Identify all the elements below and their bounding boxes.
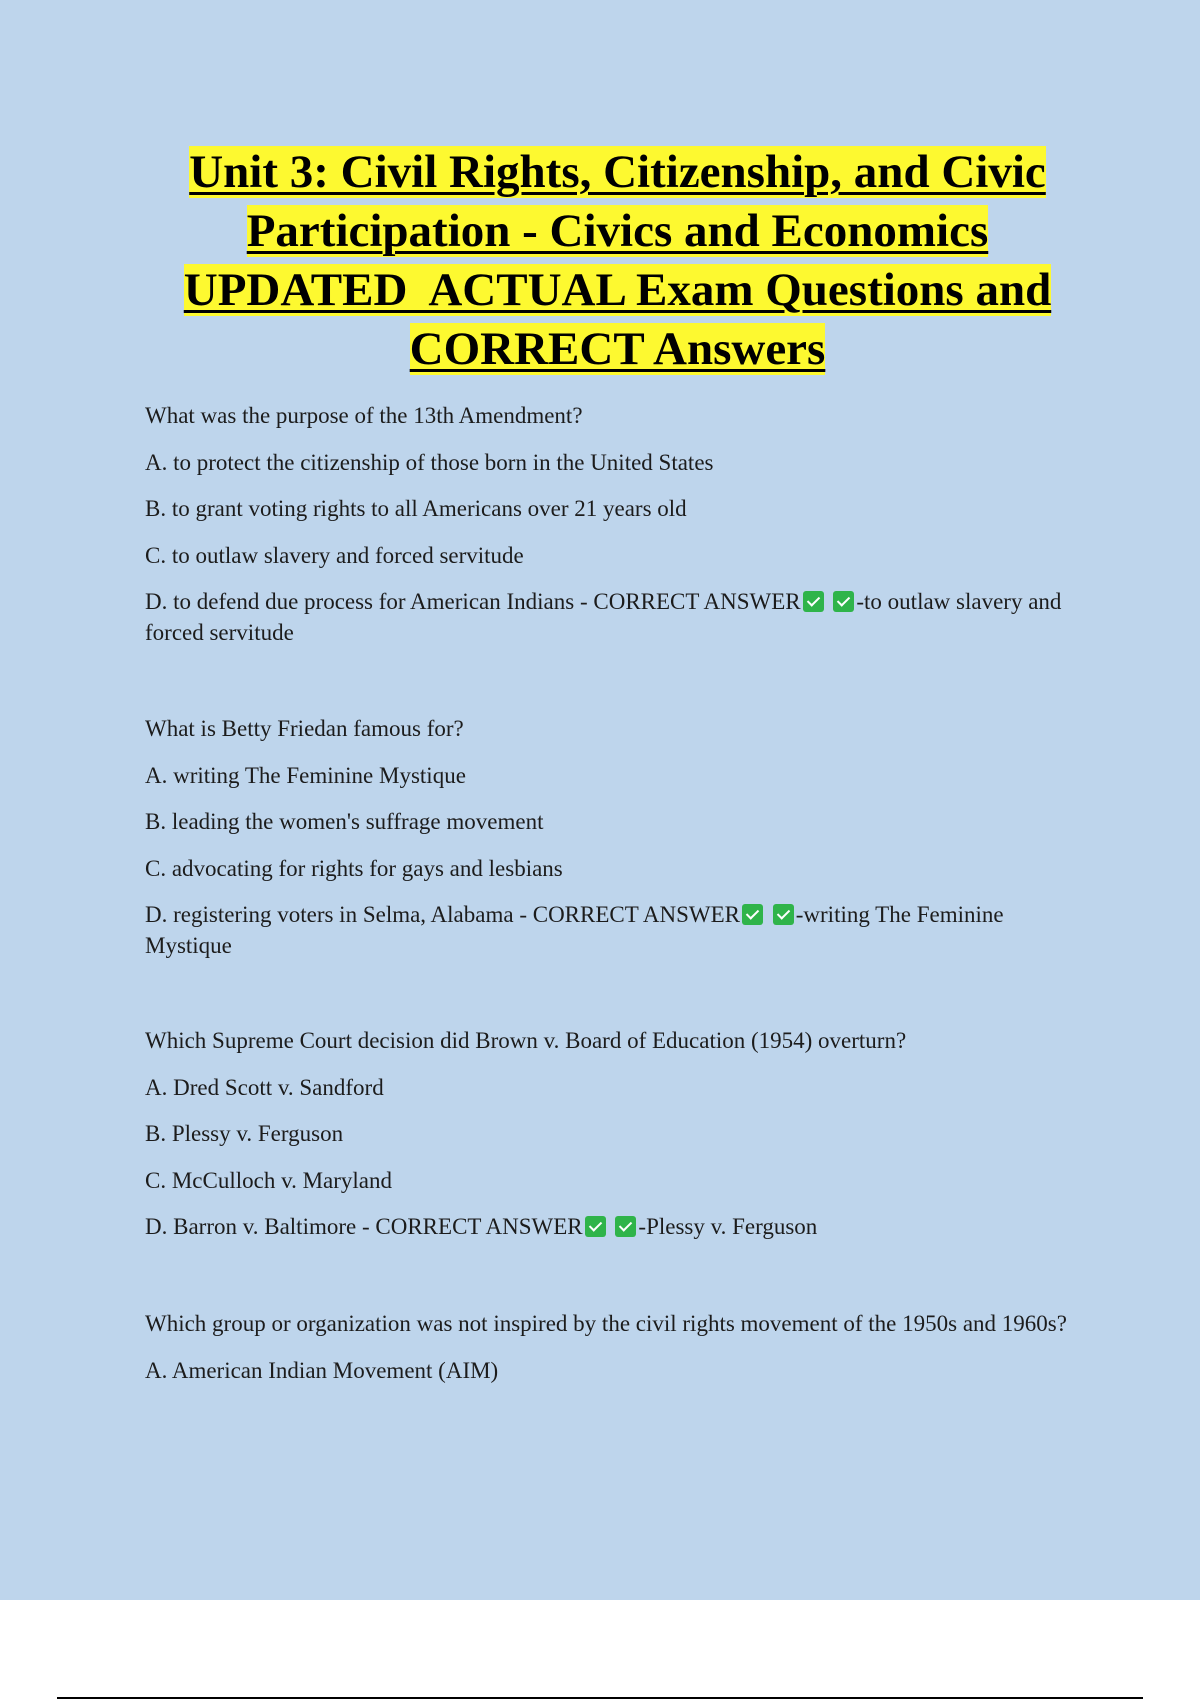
check-mark-icon	[615, 1216, 636, 1237]
answer-option: A. writing The Feminine Mystique	[145, 762, 466, 788]
correct-answer-marker: CORRECT ANSWER	[593, 589, 801, 614]
answer-option: B. Plessy v. Ferguson	[145, 1121, 344, 1146]
check-mark-icon	[803, 591, 824, 612]
answer-option: A. Dred Scott v. Sandford	[145, 1074, 384, 1100]
correct-answer-marker: CORRECT ANSWER	[375, 1214, 583, 1239]
question-block	[145, 1308, 1085, 1401]
title-line: Unit 3: Civil Rights, Citizenship, and Civic	[189, 146, 1046, 198]
title-line: Participation - Civics and Economics	[246, 205, 989, 257]
answer-option-text: D. registering voters in Selma, Alabama	[145, 902, 514, 927]
answer-option: A. to protect the citizenship of those born in the United States	[145, 449, 714, 475]
question-text: What is Betty Friedan famous for?	[145, 716, 464, 741]
question-text: Which Supreme Court decision did Brown v. Board of Education (1954) overturn?	[145, 1028, 907, 1053]
correct-answer-marker: CORRECT ANSWER	[532, 902, 740, 927]
check-mark-icon	[773, 904, 794, 925]
answer-option-with-correct-answer: D. registering voters in Selma, Alabama - CORRECT ANSWER -writing The Feminine Mystique	[145, 902, 1004, 958]
question-block	[145, 1025, 1085, 1258]
question-block	[145, 713, 1085, 977]
title-line: CORRECT Answers	[409, 323, 826, 375]
answer-option-text: D. to defend due process for American Indians	[145, 589, 575, 614]
correct-answer-text: writing The Feminine Mystique	[145, 902, 1004, 958]
title-line: UPDATED ACTUAL Exam Questions and	[183, 264, 1052, 316]
correct-answer-text: Plessy v. Ferguson	[646, 1214, 818, 1239]
check-mark-icon	[585, 1216, 606, 1237]
answer-option: C. McCulloch v. Maryland	[145, 1167, 393, 1193]
question-block	[145, 400, 1085, 664]
question-text: Which group or organization was not inspired by the civil rights movement of the 1950s and 1960s?	[145, 1311, 1067, 1336]
answer-option-text: D. Barron v. Baltimore	[145, 1214, 357, 1239]
answer-option-with-correct-answer: D. to defend due process for American Indians - CORRECT ANSWER -to outlaw slavery and forced servitude	[145, 589, 1062, 645]
check-mark-icon	[833, 591, 854, 612]
answer-option: C. to outlaw slavery and forced servitude	[145, 542, 524, 568]
correct-answer-text: to outlaw slavery and forced servitude	[145, 589, 1062, 645]
answer-option: B. to grant voting rights to all Americans over 21 years old	[145, 496, 687, 521]
answer-option: C. advocating for rights for gays and lesbians	[145, 855, 563, 881]
document-title	[110, 143, 1125, 379]
question-text: What was the purpose of the 13th Amendment?	[145, 403, 583, 428]
answer-option: A. American Indian Movement (AIM)	[145, 1357, 499, 1383]
answer-option: B. leading the women's suffrage movement	[145, 809, 544, 834]
answer-option-with-correct-answer: D. Barron v. Baltimore - CORRECT ANSWER -Plessy v. Ferguson	[145, 1214, 818, 1239]
footer-divider	[57, 1697, 1143, 1699]
check-mark-icon	[742, 904, 763, 925]
